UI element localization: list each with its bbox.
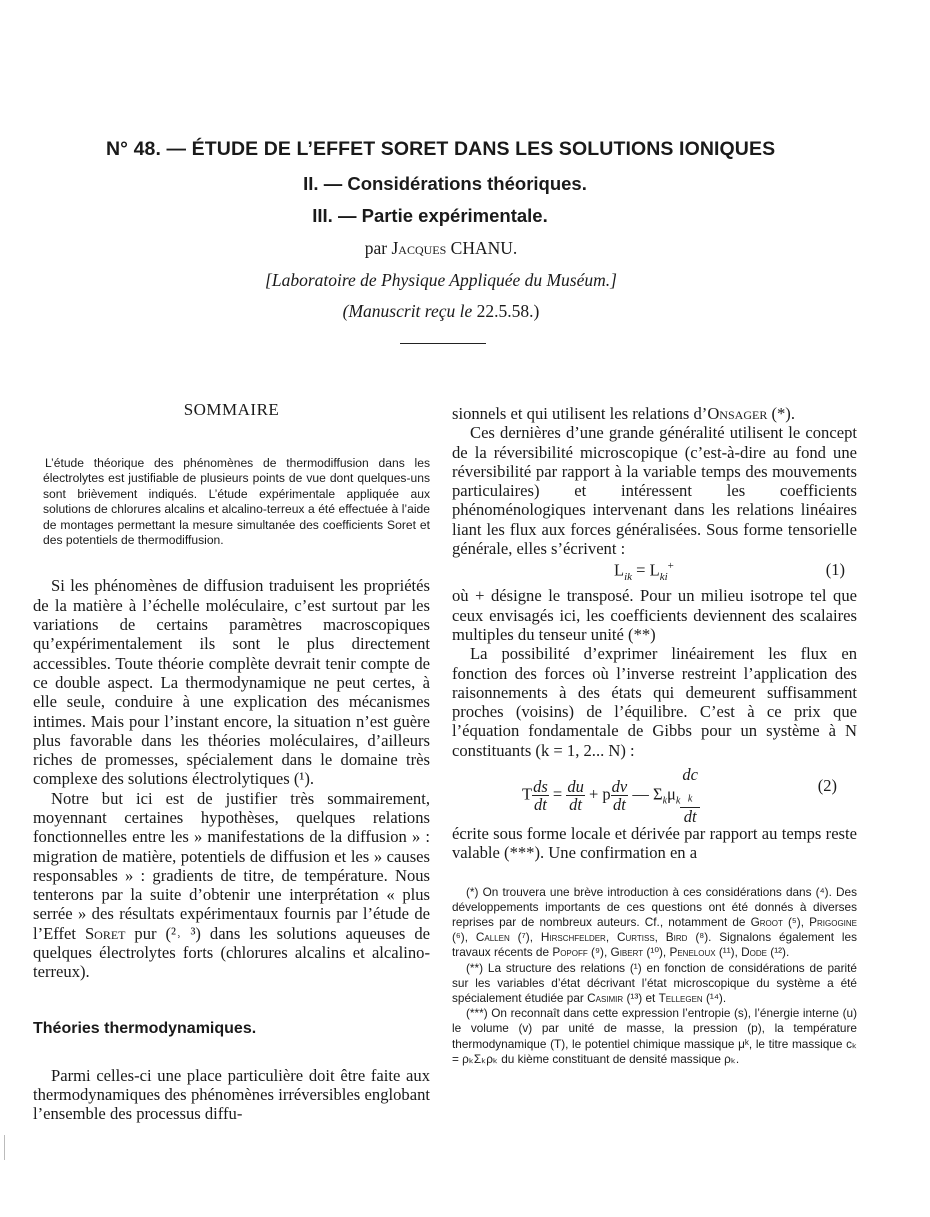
footnote-3: (***) On reconnaît dans cette expression l’entropie (s), l’énergie interne (u) le volume (v) par unité de masse, la pression (p), la température thermodynamique (T), le potentiel chimique massique μᵏ, le titre massique cₖ = ρₖΣₖρₖ du kième constituant de densité massique ρₖ. bbox=[452, 1006, 857, 1066]
author-prefix: par bbox=[364, 238, 392, 258]
eq2-dt-3: dt bbox=[613, 795, 626, 815]
eq1-sup-plus: + bbox=[667, 560, 674, 573]
fn1-hcb: Hirschfelder, Curtiss, Bird bbox=[540, 930, 688, 945]
footnotes bbox=[452, 885, 857, 1067]
eq1-l: L bbox=[614, 560, 625, 580]
eq2-dck bbox=[680, 766, 700, 808]
section-heading-thermodynamic-theories: Théories thermodynamiques. bbox=[33, 1019, 257, 1037]
fn2-tellegen: Tellegen bbox=[658, 991, 703, 1006]
eq2-sigma-sub: k bbox=[662, 795, 668, 807]
equation-1-expression bbox=[614, 560, 674, 583]
fn1-text-h: (¹¹), bbox=[715, 945, 742, 960]
manuscript-date: 22.5.58.) bbox=[476, 301, 540, 321]
subtitle-part-3: III. — Partie expérimentale. bbox=[312, 205, 548, 226]
eq2-frac-du-dt bbox=[566, 778, 585, 813]
footnote-1 bbox=[452, 885, 857, 961]
manuscript-received bbox=[0, 301, 882, 322]
fn1-peneloux: Peneloux bbox=[669, 945, 716, 960]
eq2-dt-1: dt bbox=[534, 795, 547, 815]
fn1-dode: Dode bbox=[741, 945, 767, 960]
eq1-sub-ki: ki bbox=[659, 571, 668, 584]
abstract: L’étude théorique des phénomènes de thermodiffusion dans les électrolytes est justifiable de plusieurs points de vue dont quelques-uns sont brièvement indiqués. L’étude expérimentale appliquée aux solutions de chlorures alcalins et alcalino-terreux a été effectuée à l’aide de montages permettant la mesure simultanée des coefficients Soret et des potentiels de thermodiffusion. bbox=[43, 456, 430, 548]
paragraph-aim-text-a: Notre but ici est de justifier très sommairement, moyennant certaines hypothèses, quelques relations fonctionnelles entre les » manifestations de la diffusion » : migration de matière, potentiels de diffusion et les » causes responsables » : gradients de titre, de température. Nous tenterons par la suite d’obtenir une interprétation « plus serrée » des résultats expérimentaux fournis par l’étude de l’Effet bbox=[33, 788, 430, 943]
footnote-2 bbox=[452, 961, 857, 1007]
fn1-text-g: (¹⁰), bbox=[643, 945, 670, 960]
fn1-text-d: (⁷), bbox=[509, 930, 541, 945]
paragraph-onsager bbox=[452, 404, 857, 423]
paragraph-intro: Si les phénomènes de diffusion traduisent les propriétés de la matière à l’échelle moléculaire, c’est surtout par les variations de certains paramètres macroscopiques qu’expérimentalement ils sont le plus directement accessibles. Toute théorie complète devrait tenir compte de ce double aspect. La thermodynamique ne peut certes, à elle seule, conduire à une explication des mécanismes intimes. Mais pour l’instant encore, la situation n’est guère plus favorable dans les théories moléculaires, d’ailleurs riches de promesses, spécialement dans le domaine très complexe des solutions électrolytiques (¹). bbox=[33, 576, 430, 789]
laboratory-affiliation: [Laboratoire de Physique Appliquée du Muséum.] bbox=[265, 270, 617, 290]
fn1-text-a: (*) On trouvera une brève introduction à ces considérations dans (⁴). Des développements importants de ces questions ont été donnés à diverses reprises par de nombreux auteurs. Cf., notamment de bbox=[452, 884, 857, 930]
eq2-frac-ds-dt bbox=[532, 778, 549, 813]
fn1-text-c: (⁶), bbox=[452, 930, 476, 945]
eq2-frac-dv-dt bbox=[611, 778, 629, 813]
fn2-text-a: (**) La structure des relations (¹) en fonction de considérations de parité sur les variables d’état décrivant l’état microscopique du système a été spécialement étudiée par bbox=[452, 960, 857, 1006]
equation-1 bbox=[452, 558, 857, 582]
eq2-dc-sub: k bbox=[687, 793, 693, 805]
sommaire-heading: SOMMAIRE bbox=[183, 400, 280, 419]
right-column bbox=[452, 404, 857, 1067]
eq1-sub-ik: ik bbox=[624, 571, 633, 584]
eq2-t: T bbox=[522, 784, 533, 804]
eq2-mu: μ bbox=[667, 784, 676, 804]
eq2-frac-dck-dt bbox=[680, 766, 700, 825]
paragraph-gibbs: La possibilité d’exprimer linéairement les flux en fonction des forces où l’inverse restreint l’application des raisonnements à des états qui demeurent suffisamment proches (voisins) de l’équilibre. C’est à ce prix que l’équation fondamentale de Gibbs pour un système à N constituants (k = 1, 2... N) : bbox=[452, 644, 857, 760]
eq2-plus-p: + p bbox=[588, 784, 611, 804]
onsager-name: Onsager bbox=[707, 404, 768, 423]
fn1-callen: Callen bbox=[475, 930, 510, 945]
author-line bbox=[0, 238, 882, 259]
fn1-text-f: (⁹), bbox=[587, 945, 611, 960]
eq2-dt-4: dt bbox=[683, 807, 697, 827]
paragraph-irreversible: Parmi celles-ci une place particulière doit être faite aux thermodynamiques des phénomènes irréversibles englobant l’ensemble des processus diffu- bbox=[33, 1065, 430, 1124]
eq2-dv: dv bbox=[611, 777, 628, 797]
paragraph-transpose: où + désigne le transposé. Pour un milieu isotrope tel que ceux envisagés ici, les coefficients deviennent des scalaires multiples du tenseur unité (**) bbox=[452, 586, 857, 644]
eq2-mu-sub: k bbox=[675, 795, 681, 807]
fn1-prigogine: Prigogine bbox=[809, 915, 857, 930]
equation-2-number: (2) bbox=[817, 776, 837, 796]
onsager-text-b: (*). bbox=[767, 404, 795, 423]
equation-1-number: (1) bbox=[825, 560, 845, 580]
article-title: N° 48. — ÉTUDE DE L’EFFET SORET DANS LES SOLUTIONS IONIQUES bbox=[106, 138, 776, 160]
manuscript-label: (Manuscrit reçu le bbox=[342, 301, 477, 321]
fn2-text-c: (¹⁴). bbox=[702, 991, 727, 1006]
paragraph-aim-text-b: pur (²˒ ³) dans les solutions aqueuses de quelques électrolytes forts (chlorures alcalins et alcalino-terreux). bbox=[33, 923, 430, 982]
eq2-ds: ds bbox=[533, 777, 548, 797]
onsager-text-a: sionnels et qui utilisent les relations d’ bbox=[452, 404, 708, 423]
fn1-text-i: (¹²). bbox=[766, 945, 790, 960]
fn1-text-b: (⁵), bbox=[782, 915, 810, 930]
eq2-equals: = bbox=[552, 784, 563, 804]
author-name: Jacques CHANU. bbox=[391, 238, 518, 258]
eq2-dc: dc bbox=[682, 765, 698, 785]
soret-name: Soret bbox=[84, 923, 126, 943]
fn1-text-e: (⁸). Signalons également les travaux récents de bbox=[452, 930, 857, 960]
eq2-minus-sigma: — Σ bbox=[632, 784, 663, 804]
equation-2-expression bbox=[522, 766, 700, 825]
eq2-du: du bbox=[567, 777, 584, 797]
subtitle-part-2: II. — Considérations théoriques. bbox=[303, 173, 587, 194]
title-separator-rule bbox=[400, 343, 486, 344]
fn2-casimir: Casimir bbox=[587, 991, 624, 1006]
eq2-dt-2: dt bbox=[569, 795, 582, 815]
eq1-equals-l: = L bbox=[632, 560, 660, 580]
left-column bbox=[33, 400, 430, 1124]
fn2-text-b: (¹³) et bbox=[623, 991, 659, 1006]
equation-2 bbox=[452, 760, 857, 827]
scan-margin-mark bbox=[4, 1135, 5, 1160]
paragraph-aim bbox=[33, 789, 430, 982]
fn1-gibert: Gibert bbox=[610, 945, 644, 960]
fn1-groot: Groot bbox=[750, 915, 783, 930]
fn1-popoff: Popoff bbox=[552, 945, 588, 960]
paragraph-local-form: écrite sous forme locale et dérivée par rapport au temps reste valable (***). Une confirmation en a bbox=[452, 824, 857, 863]
paragraph-reversibility: Ces dernières d’une grande généralité utilisent le concept de la réversibilité microscopique (c’est-à-dire au fond une réversibilité par rapport à la variable temps des mouvements particulaires) et intéressent les coefficients phénoménologiques intervenant dans les relations linéaires liant les flux aux forces généralisées. Sous forme tensorielle générale, elles s’écrivent : bbox=[452, 423, 857, 559]
